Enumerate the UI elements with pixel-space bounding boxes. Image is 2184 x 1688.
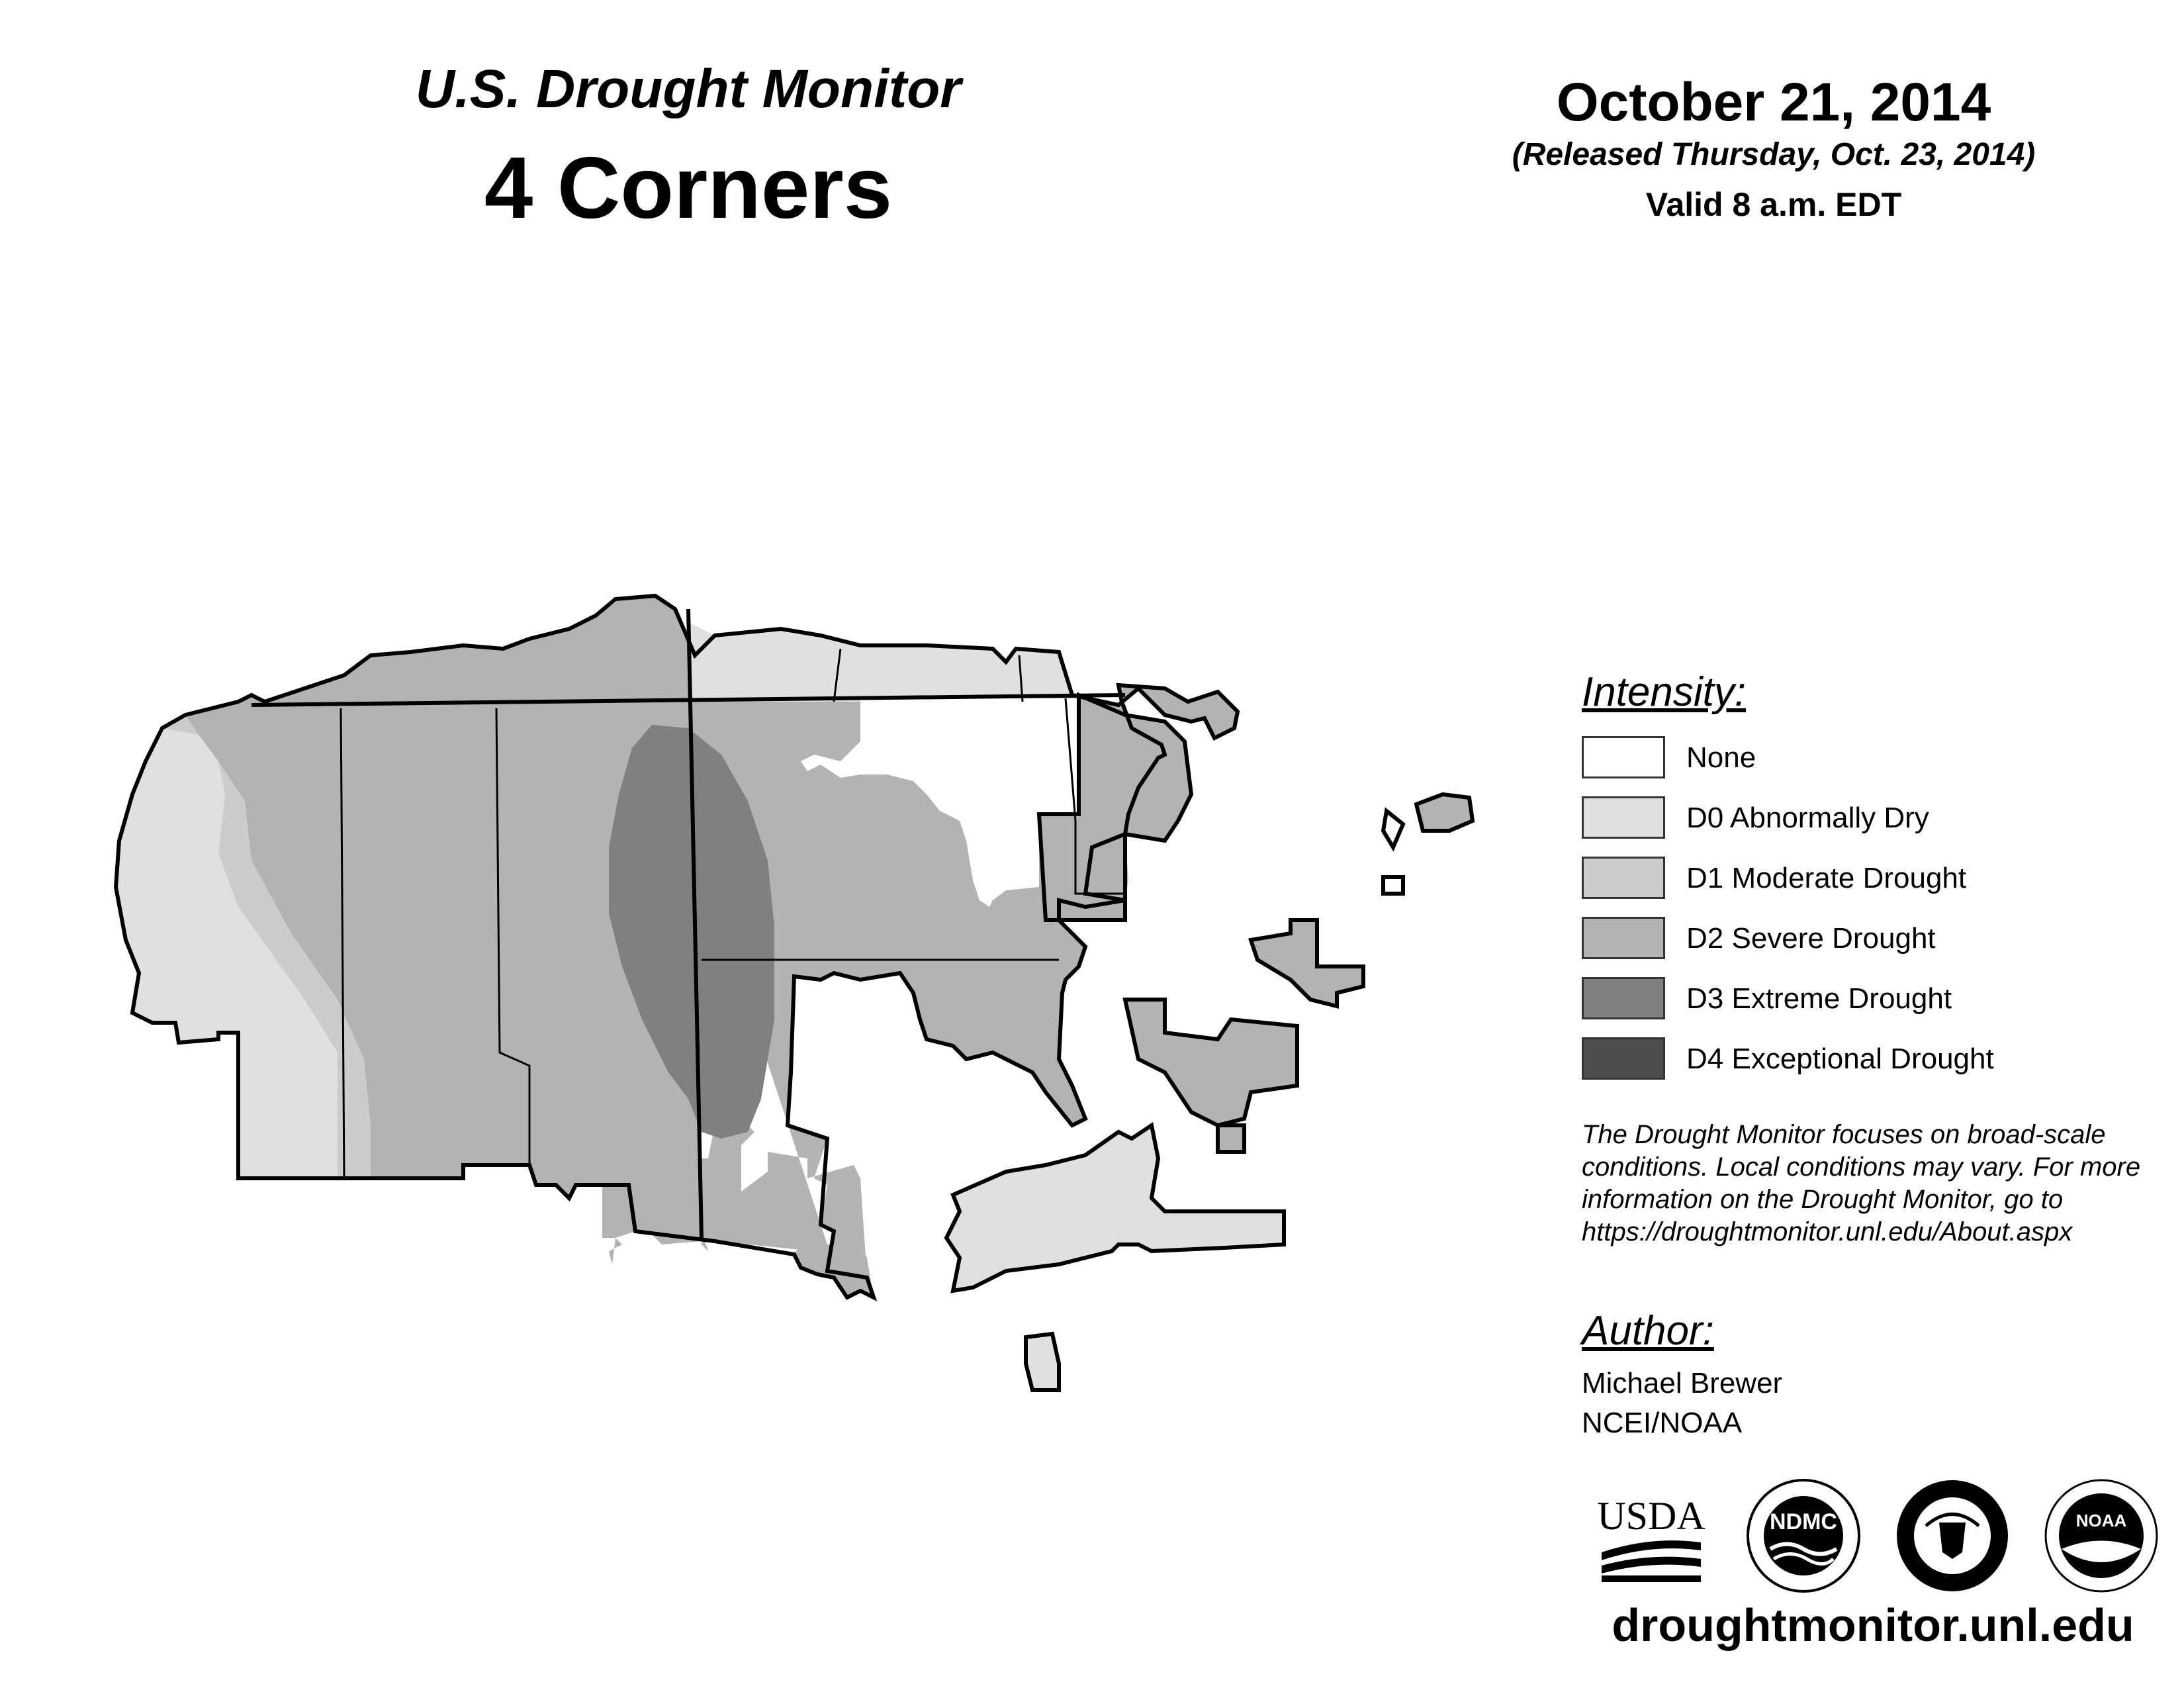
east-island-2 [1251,920,1363,1006]
disclaimer-link[interactable]: https://droughtmonitor.unl.edu/About.aspx [1582,1217,2073,1246]
noaa-logo [2042,1476,2161,1595]
author-heading: Author: [1582,1308,1714,1354]
disclaimer-line: The Drought Monitor focuses on broad-scale [1582,1120,2106,1149]
disclaimer-text [1582,1119,2177,1248]
ndmc-logo-text: NDMC [1770,1509,1837,1534]
disclaimer-line: conditions. Local conditions may vary. For more [1582,1152,2141,1182]
map-date: October 21, 2014 [1556,72,1991,132]
legend-label: None [1686,741,1756,774]
legend-label: D0 Abnormally Dry [1686,802,1929,834]
east-island-1 [1125,1000,1297,1125]
south-small-island [1026,1334,1059,1390]
noaa-logo-text: NOAA [2075,1511,2127,1530]
legend-item-d4 [1582,1037,2144,1084]
legend-item-d1 [1582,857,2144,903]
author-organization: NCEI/NOAA [1582,1407,1743,1439]
legend-label: D1 Moderate Drought [1686,862,1967,894]
legend-swatch-d4 [1582,1037,1665,1080]
map-title-region: 4 Corners [484,139,893,236]
ndmc-logo [1744,1476,1863,1595]
east-island-6 [1218,1125,1244,1152]
release-date: (Released Thursday, Oct. 23, 2014) [1512,137,2036,172]
legend-item-none [1582,736,2144,782]
usda-logo-text: USDA [1597,1494,1706,1538]
legend-item-d2 [1582,917,2144,963]
disclaimer-line: information on the Drought Monitor, go to [1582,1185,2064,1214]
author-name: Michael Brewer [1582,1367,1783,1399]
east-island-3 [1416,794,1473,831]
legend-swatch-d0 [1582,796,1665,839]
legend-item-d0 [1582,796,2144,843]
legend-swatch-d3 [1582,977,1665,1019]
legend-label: D2 Severe Drought [1686,922,1936,955]
legend-item-d3 [1582,977,2144,1023]
website-link[interactable]: droughtmonitor.unl.edu [1612,1599,2134,1651]
map-title-line1: U.S. Drought Monitor [415,59,962,119]
valid-time: Valid 8 a.m. EDT [1645,186,1902,223]
legend-swatch-none [1582,736,1665,778]
legend-swatch-d2 [1582,917,1665,959]
legend-heading: Intensity: [1582,669,1747,715]
legend-label: D3 Extreme Drought [1686,982,1952,1015]
east-island-4 [1383,811,1403,847]
east-island-5 [1383,877,1403,894]
department-of-commerce-seal [1893,1476,2012,1595]
usda-logo [1595,1476,1707,1595]
legend-swatch-d1 [1582,857,1665,899]
legend-label: D4 Exceptional Drought [1686,1043,1994,1075]
